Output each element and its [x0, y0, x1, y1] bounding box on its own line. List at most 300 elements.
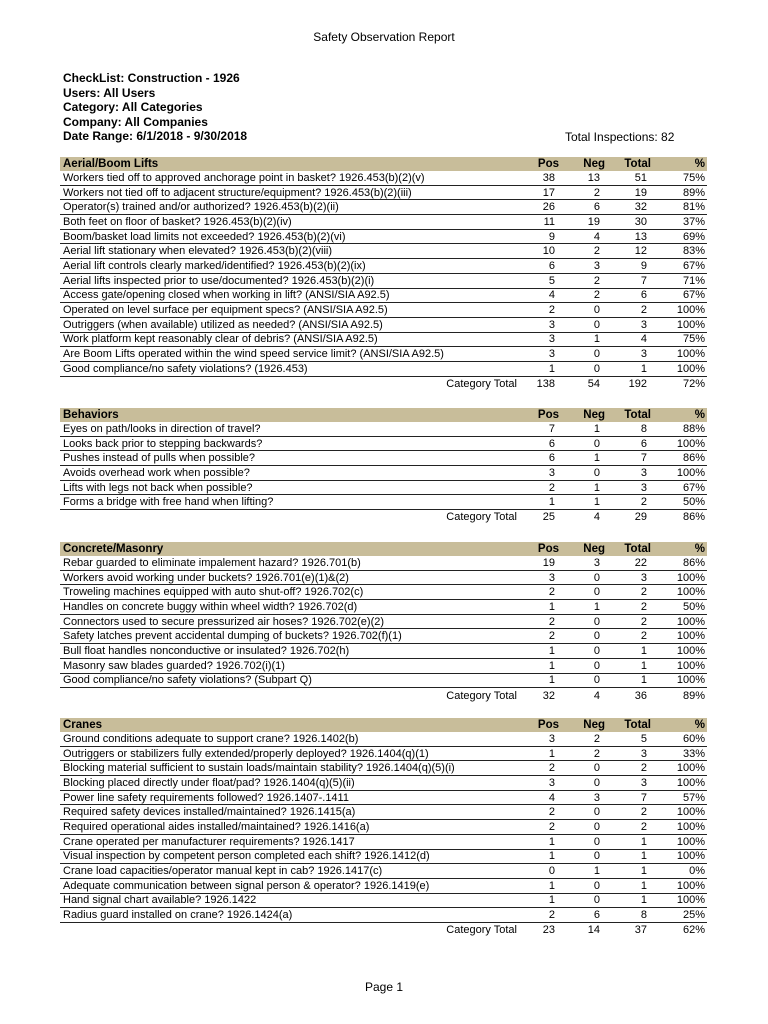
table-row — [60, 908, 707, 923]
question-text: Lifts with legs not back when possible? — [63, 481, 253, 494]
neg-count: 1 — [593, 333, 600, 346]
percent-value: 100% — [676, 630, 705, 643]
total-count: 2 — [640, 586, 647, 599]
neg-count: 0 — [593, 894, 600, 907]
total-count: 1 — [640, 674, 647, 687]
pos-count: 4 — [548, 289, 555, 302]
total-count: 7 — [640, 791, 647, 804]
question-text: Blocking material sufficient to sustain loads/maintain stability? 1926.1404(q)(5)(i) — [63, 762, 455, 775]
percent-value: 71% — [682, 274, 705, 287]
col-header-pos: Pos — [537, 543, 559, 555]
percent-value: 37% — [682, 215, 705, 228]
table-row — [60, 615, 707, 630]
neg-count: 0 — [593, 820, 600, 833]
category-total-row — [60, 688, 707, 703]
table-row — [60, 894, 707, 909]
question-text: Forms a bridge with free hand when lifting? — [63, 496, 274, 509]
neg-count: 0 — [593, 879, 600, 892]
col-header-pos: Pos — [537, 409, 559, 421]
table-row — [60, 644, 707, 659]
meta-checklist: CheckList: Construction - 1926 — [63, 71, 240, 85]
total-count: 7 — [640, 452, 647, 465]
question-text: Workers avoid working under buckets? 1926.701(e)(1)&(2) — [63, 571, 349, 584]
question-text: Pushes instead of pulls when possible? — [63, 452, 256, 465]
pos-count: 0 — [548, 865, 555, 878]
question-text: Crane operated per manufacturer requirements? 1926.1417 — [63, 835, 355, 848]
table-row — [60, 864, 707, 879]
neg-count: 0 — [593, 659, 600, 672]
pos-count: 1 — [548, 894, 555, 907]
neg-count: 0 — [593, 835, 600, 848]
question-text: Boom/basket load limits not exceeded? 1926.453(b)(2)(vi) — [63, 230, 346, 243]
percent-value: 83% — [682, 245, 705, 258]
pos-count: 7 — [548, 422, 555, 435]
table-row — [60, 481, 707, 496]
neg-count: 1 — [593, 422, 600, 435]
question-text: Troweling machines equipped with auto shut-off? 1926.702(c) — [63, 586, 364, 599]
percent-value: 100% — [676, 835, 705, 848]
question-text: Adequate communication between signal person & operator? 1926.1419(e) — [63, 879, 430, 892]
question-text: Are Boom Lifts operated within the wind speed service limit? (ANSI/SIA A92.5) — [63, 348, 444, 361]
question-text: Handles on concrete buggy within wheel width? 1926.702(d) — [63, 600, 358, 613]
total-total: 192 — [628, 377, 647, 390]
total-count: 7 — [640, 274, 647, 287]
pos-count: 1 — [548, 850, 555, 863]
percent-value: 100% — [676, 644, 705, 657]
total-count: 5 — [640, 732, 647, 745]
section-title: Behaviors — [63, 409, 119, 421]
neg-count: 0 — [593, 466, 600, 479]
section-header — [60, 718, 707, 732]
question-text: Good compliance/no safety violations? (Subpart Q) — [63, 674, 312, 687]
meta-company: Company: All Companies — [63, 114, 208, 129]
percent-value: 60% — [682, 732, 705, 745]
pos-count: 38 — [542, 171, 555, 184]
table-row — [60, 879, 707, 894]
total-count: 3 — [640, 776, 647, 789]
table-row — [60, 820, 707, 835]
table-row — [60, 791, 707, 806]
neg-count: 1 — [593, 496, 600, 509]
table-row — [60, 776, 707, 791]
table-row — [60, 850, 707, 865]
pos-count: 3 — [548, 333, 555, 346]
pos-count: 3 — [548, 348, 555, 361]
table-row — [60, 186, 707, 201]
pos-count: 1 — [548, 659, 555, 672]
percent-value: 100% — [676, 879, 705, 892]
neg-count: 2 — [593, 274, 600, 287]
neg-count: 0 — [593, 762, 600, 775]
question-text: Aerial lift controls clearly marked/identified? 1926.453(b)(2)(ix) — [63, 259, 366, 272]
total-count: 6 — [640, 437, 647, 450]
table-row — [60, 835, 707, 850]
question-text: Connectors used to secure pressurized air hoses? 1926.702(e)(2) — [63, 615, 385, 628]
table-row — [60, 585, 707, 600]
total-count: 2 — [640, 630, 647, 643]
question-text: Workers tied off to approved anchorage point in basket? 1926.453(b)(2)(v) — [63, 171, 425, 184]
table-row — [60, 422, 707, 437]
percent-value: 67% — [682, 481, 705, 494]
pos-count: 2 — [548, 762, 555, 775]
neg-count: 3 — [593, 791, 600, 804]
total-pos: 32 — [542, 689, 555, 702]
neg-count: 2 — [593, 245, 600, 258]
neg-count: 3 — [593, 259, 600, 272]
section-aerial-boom-lifts — [60, 157, 707, 391]
percent-value: 100% — [676, 466, 705, 479]
total-count: 1 — [640, 835, 647, 848]
neg-count: 19 — [587, 215, 600, 228]
category-total-row — [60, 510, 707, 525]
pos-count: 1 — [548, 644, 555, 657]
question-text: Masonry saw blades guarded? 1926.702(i)(1) — [63, 659, 285, 672]
category-total-row — [60, 377, 707, 392]
total-total: 37 — [634, 924, 647, 937]
neg-count: 4 — [593, 230, 600, 243]
pos-count: 1 — [548, 674, 555, 687]
percent-value: 100% — [676, 571, 705, 584]
total-count: 3 — [640, 571, 647, 584]
question-text: Radius guard installed on crane? 1926.1424(a) — [63, 909, 293, 922]
pos-count: 17 — [542, 186, 555, 199]
total-pct: 72% — [682, 377, 705, 390]
percent-value: 100% — [676, 894, 705, 907]
total-count: 3 — [640, 318, 647, 331]
neg-count: 0 — [593, 586, 600, 599]
table-row — [60, 805, 707, 820]
total-inspections: Total Inspections: 82 — [565, 130, 675, 144]
pos-count: 6 — [548, 437, 555, 450]
neg-count: 0 — [593, 304, 600, 317]
total-count: 8 — [640, 909, 647, 922]
pos-count: 3 — [548, 776, 555, 789]
pos-count: 1 — [548, 362, 555, 375]
question-text: Power line safety requirements followed? 1926.1407-.1411 — [63, 791, 349, 804]
percent-value: 67% — [682, 289, 705, 302]
question-text: Eyes on path/looks in direction of travel? — [63, 422, 261, 435]
neg-count: 0 — [593, 806, 600, 819]
total-count: 13 — [634, 230, 647, 243]
question-text: Rebar guarded to eliminate impalement hazard? 1926.701(b) — [63, 556, 361, 569]
question-text: Outriggers or stabilizers fully extended/properly deployed? 1926.1404(q)(1) — [63, 747, 429, 760]
table-row — [60, 600, 707, 615]
pos-count: 11 — [543, 215, 555, 228]
total-count: 2 — [640, 304, 647, 317]
total-count: 1 — [640, 894, 647, 907]
neg-count: 1 — [593, 865, 600, 878]
total-count: 2 — [640, 615, 647, 628]
pos-count: 2 — [548, 806, 555, 819]
section-title: Cranes — [63, 719, 102, 731]
neg-count: 1 — [593, 452, 600, 465]
neg-count: 0 — [593, 437, 600, 450]
col-header-pct: % — [694, 543, 705, 555]
percent-value: 86% — [682, 556, 705, 569]
category-total-label: Category Total — [446, 511, 517, 524]
section-title: Concrete/Masonry — [63, 543, 164, 555]
pos-count: 26 — [542, 201, 555, 214]
total-count: 1 — [640, 644, 647, 657]
report-title: Safety Observation Report — [313, 30, 455, 44]
pos-count: 2 — [548, 586, 555, 599]
col-header-neg: Neg — [583, 409, 605, 421]
total-count: 19 — [634, 186, 647, 199]
category-total-label: Category Total — [446, 924, 517, 937]
pos-count: 1 — [548, 835, 555, 848]
neg-count: 0 — [593, 630, 600, 643]
pos-count: 1 — [548, 747, 555, 760]
percent-value: 100% — [676, 362, 705, 375]
total-count: 1 — [640, 659, 647, 672]
pos-count: 2 — [548, 615, 555, 628]
col-header-pct: % — [694, 719, 705, 731]
table-row — [60, 347, 707, 362]
table-row — [60, 451, 707, 466]
total-count: 1 — [640, 865, 647, 878]
total-neg: 14 — [587, 924, 600, 937]
total-count: 1 — [640, 362, 647, 375]
neg-count: 0 — [593, 776, 600, 789]
table-row — [60, 303, 707, 318]
section-header — [60, 157, 707, 171]
table-row — [60, 200, 707, 215]
percent-value: 25% — [682, 909, 705, 922]
question-text: Ground conditions adequate to support crane? 1926.1402(b) — [63, 732, 359, 745]
percent-value: 57% — [682, 791, 705, 804]
table-row — [60, 274, 707, 289]
total-count: 2 — [640, 762, 647, 775]
col-header-pos: Pos — [537, 158, 559, 170]
total-count: 2 — [640, 600, 647, 613]
pos-count: 5 — [548, 274, 555, 287]
table-row — [60, 171, 707, 186]
percent-value: 100% — [676, 437, 705, 450]
question-text: Access gate/opening closed when working in lift? (ANSI/SIA A92.5) — [63, 289, 390, 302]
neg-count: 2 — [593, 289, 600, 302]
neg-count: 0 — [593, 615, 600, 628]
table-row — [60, 230, 707, 245]
total-pos: 25 — [542, 511, 555, 524]
table-row — [60, 289, 707, 304]
table-row — [60, 495, 707, 510]
question-text: Operated on level surface per equipment specs? (ANSI/SIA A92.5) — [63, 304, 388, 317]
question-text: Aerial lift stationary when elevated? 1926.453(b)(2)(viii) — [63, 245, 333, 258]
total-neg: 4 — [593, 689, 600, 702]
percent-value: 100% — [676, 348, 705, 361]
percent-value: 100% — [676, 776, 705, 789]
table-row — [60, 556, 707, 571]
neg-count: 0 — [593, 644, 600, 657]
col-header-total: Total — [624, 719, 651, 731]
neg-count: 0 — [593, 850, 600, 863]
table-row — [60, 659, 707, 674]
neg-count: 1 — [593, 481, 600, 494]
neg-count: 0 — [593, 348, 600, 361]
neg-count: 13 — [587, 171, 600, 184]
col-header-total: Total — [624, 158, 651, 170]
total-count: 12 — [634, 245, 647, 258]
question-text: Safety latches prevent accidental dumping of buckets? 1926.702(f)(1) — [63, 630, 402, 643]
pos-count: 1 — [548, 496, 555, 509]
question-text: Required safety devices installed/maintained? 1926.1415(a) — [63, 806, 356, 819]
total-count: 2 — [640, 496, 647, 509]
question-text: Crane load capacities/operator manual kept in cab? 1926.1417(c) — [63, 865, 383, 878]
section-behaviors — [60, 408, 707, 525]
neg-count: 2 — [593, 732, 600, 745]
total-neg: 4 — [593, 511, 600, 524]
category-total-label: Category Total — [446, 689, 517, 702]
pos-count: 3 — [548, 571, 555, 584]
percent-value: 89% — [682, 186, 705, 199]
percent-value: 86% — [682, 452, 705, 465]
question-text: Operator(s) trained and/or authorized? 1926.453(b)(2)(ii) — [63, 201, 339, 214]
question-text: Bull float handles nonconductive or insulated? 1926.702(h) — [63, 644, 350, 657]
percent-value: 50% — [682, 496, 705, 509]
total-count: 1 — [640, 879, 647, 892]
pos-count: 2 — [548, 909, 555, 922]
section-header — [60, 542, 707, 556]
col-header-neg: Neg — [583, 543, 605, 555]
total-total: 36 — [634, 689, 647, 702]
col-header-neg: Neg — [583, 719, 605, 731]
table-row — [60, 674, 707, 689]
neg-count: 0 — [593, 318, 600, 331]
pos-count: 2 — [548, 481, 555, 494]
pos-count: 3 — [548, 732, 555, 745]
percent-value: 75% — [682, 171, 705, 184]
percent-value: 100% — [676, 820, 705, 833]
total-count: 2 — [640, 820, 647, 833]
page-number: Page 1 — [364, 980, 404, 994]
neg-count: 1 — [593, 600, 600, 613]
col-header-total: Total — [624, 543, 651, 555]
total-count: 8 — [640, 422, 647, 435]
neg-count: 6 — [593, 201, 600, 214]
section-header — [60, 408, 707, 422]
table-row — [60, 259, 707, 274]
pos-count: 6 — [548, 259, 555, 272]
table-row — [60, 362, 707, 377]
question-text: Blocking placed directly under float/pad? 1926.1404(q)(5)(ii) — [63, 776, 355, 789]
question-text: Good compliance/no safety violations? (1926.453) — [63, 362, 308, 375]
question-text: Outriggers (when available) utilized as needed? (ANSI/SIA A92.5) — [63, 318, 383, 331]
percent-value: 50% — [682, 600, 705, 613]
col-header-pct: % — [694, 409, 705, 421]
category-total-label: Category Total — [446, 377, 517, 390]
pos-count: 10 — [542, 245, 555, 258]
section-cranes — [60, 718, 707, 938]
total-count: 30 — [634, 215, 647, 228]
table-row — [60, 761, 707, 776]
neg-count: 0 — [593, 571, 600, 584]
percent-value: 100% — [676, 318, 705, 331]
percent-value: 88% — [682, 422, 705, 435]
percent-value: 75% — [682, 333, 705, 346]
table-row — [60, 466, 707, 481]
percent-value: 100% — [676, 586, 705, 599]
pos-count: 2 — [548, 304, 555, 317]
pos-count: 19 — [542, 556, 555, 569]
question-text: Work platform kept reasonably clear of debris? (ANSI/SIA A92.5) — [63, 333, 378, 346]
total-count: 22 — [634, 556, 647, 569]
pos-count: 6 — [548, 452, 555, 465]
table-row — [60, 437, 707, 452]
neg-count: 2 — [593, 747, 600, 760]
percent-value: 100% — [676, 674, 705, 687]
col-header-pct: % — [694, 158, 705, 170]
table-row — [60, 571, 707, 586]
total-count: 3 — [640, 481, 647, 494]
total-total: 29 — [634, 511, 647, 524]
total-pct: 86% — [682, 511, 705, 524]
pos-count: 3 — [548, 466, 555, 479]
question-text: Looks back prior to stepping backwards? — [63, 437, 263, 450]
section-title: Aerial/Boom Lifts — [63, 158, 159, 170]
question-text: Workers not tied off to adjacent structure/equipment? 1926.453(b)(2)(iii) — [63, 186, 412, 199]
col-header-neg: Neg — [583, 158, 605, 170]
question-text: Hand signal chart available? 1926.1422 — [63, 894, 257, 907]
meta-users: Users: All Users — [63, 85, 156, 100]
percent-value: 100% — [676, 304, 705, 317]
meta-category: Category: All Categories — [63, 100, 203, 114]
question-text: Both feet on floor of basket? 1926.453(b)(2)(iv) — [63, 215, 292, 228]
total-count: 6 — [640, 289, 647, 302]
percent-value: 100% — [676, 615, 705, 628]
total-count: 3 — [640, 466, 647, 479]
pos-count: 9 — [548, 230, 555, 243]
pos-count: 2 — [548, 820, 555, 833]
percent-value: 33% — [682, 747, 705, 760]
total-pos: 23 — [542, 924, 555, 937]
percent-value: 69% — [682, 230, 705, 243]
table-row — [60, 747, 707, 762]
total-count: 3 — [640, 348, 647, 361]
neg-count: 0 — [593, 362, 600, 375]
total-pct: 62% — [682, 924, 705, 937]
percent-value: 100% — [676, 762, 705, 775]
table-row — [60, 244, 707, 259]
table-row — [60, 318, 707, 333]
total-pos: 138 — [536, 377, 555, 390]
col-header-pos: Pos — [537, 719, 559, 731]
report-meta — [63, 71, 247, 144]
question-text: Avoids overhead work when possible? — [63, 466, 250, 479]
percent-value: 81% — [682, 201, 705, 214]
total-count: 3 — [640, 747, 647, 760]
total-count: 4 — [640, 333, 647, 346]
col-header-total: Total — [624, 409, 651, 421]
percent-value: 67% — [682, 259, 705, 272]
pos-count: 3 — [548, 318, 555, 331]
total-pct: 89% — [682, 689, 705, 702]
total-count: 51 — [634, 171, 647, 184]
neg-count: 6 — [593, 909, 600, 922]
pos-count: 1 — [548, 879, 555, 892]
neg-count: 2 — [593, 186, 600, 199]
category-total-row — [60, 923, 707, 938]
total-count: 1 — [640, 850, 647, 863]
pos-count: 4 — [548, 791, 555, 804]
total-neg: 54 — [587, 377, 600, 390]
total-count: 2 — [640, 806, 647, 819]
percent-value: 0% — [689, 865, 705, 878]
total-count: 32 — [634, 201, 647, 214]
table-row — [60, 333, 707, 348]
table-row — [60, 732, 707, 747]
question-text: Visual inspection by competent person completed each shift? 1926.1412(d) — [63, 850, 430, 863]
percent-value: 100% — [676, 806, 705, 819]
